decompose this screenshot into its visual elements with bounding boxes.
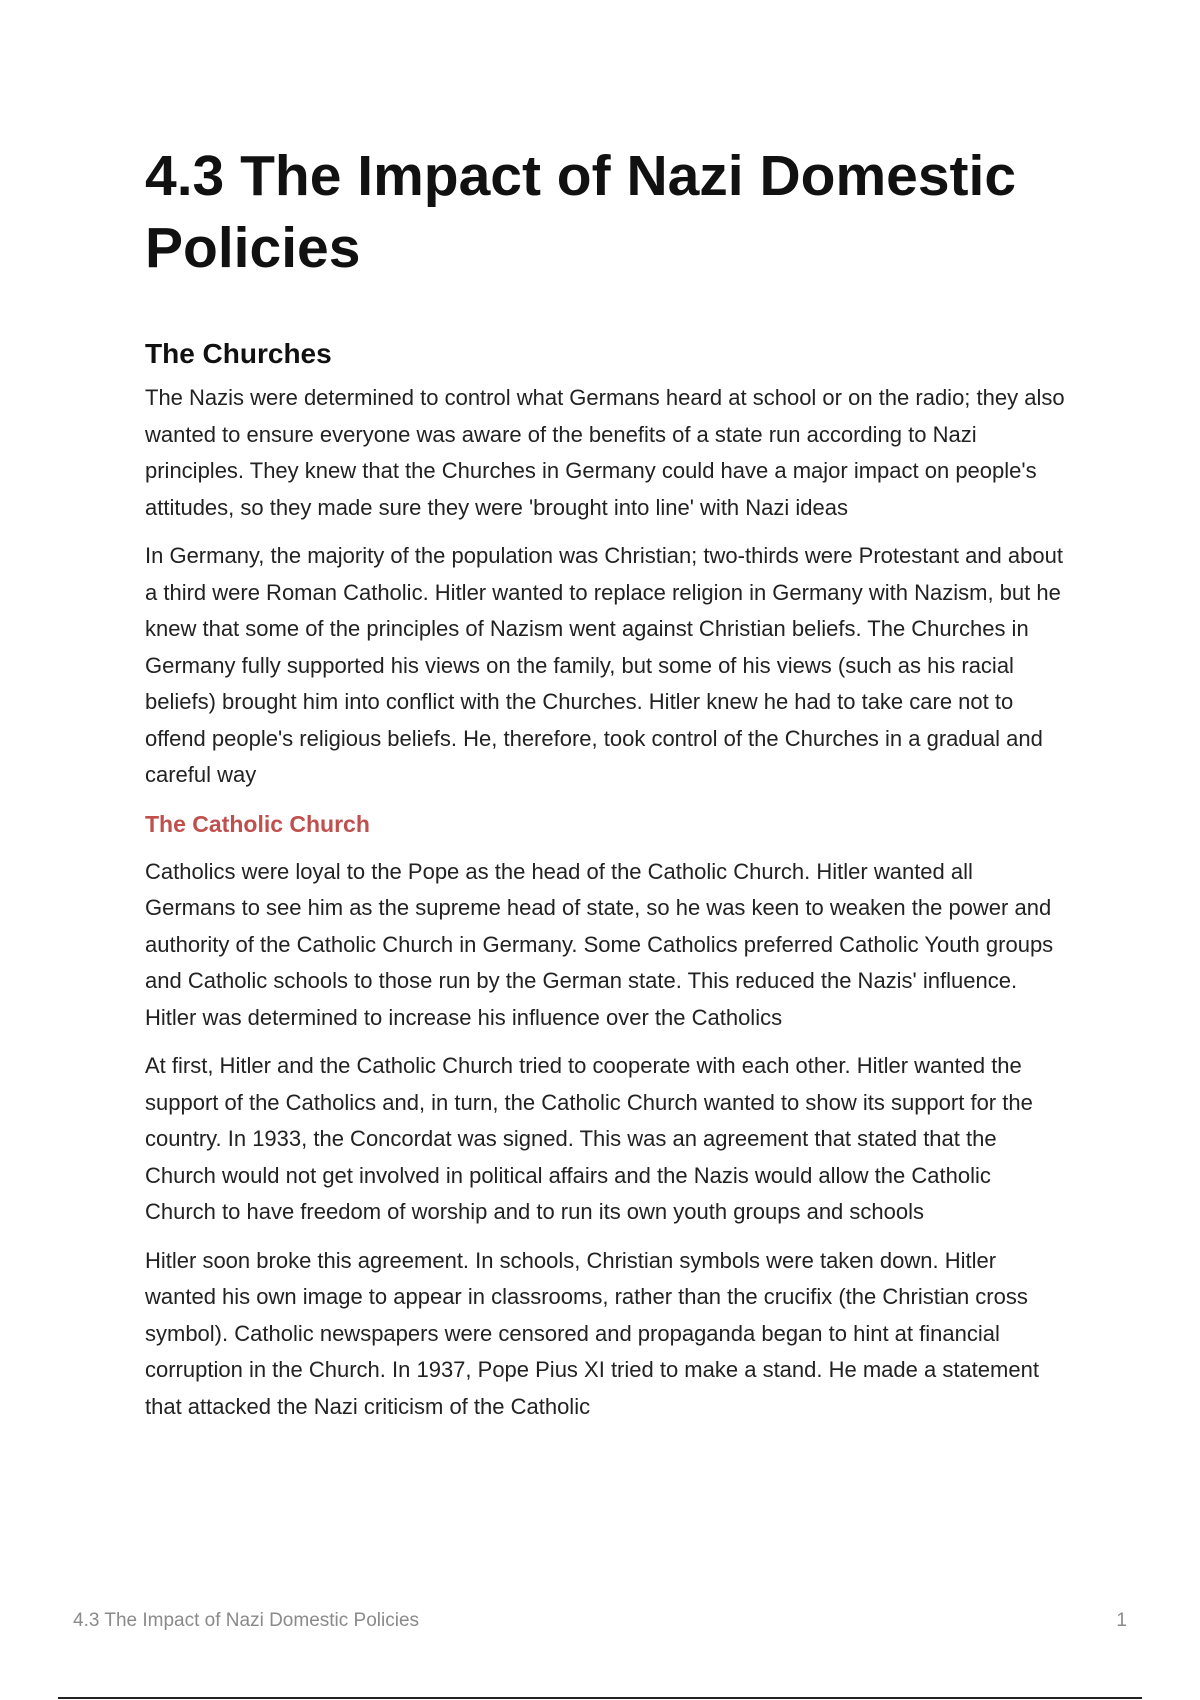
paragraph: Catholics were loyal to the Pope as the head of the Catholic Church. Hitler wanted all Germans to see him as the supreme head of state, so he was keen to weaken the power and authority of the Catholic Church in Germany. Some Catholics preferred Catholic Youth groups and Catholic schools to those run by the German state. This reduced the Nazis' influence. Hitler was determined to increase his influence over the Catholics: [145, 858, 1054, 1030]
page-number: 1: [1116, 1610, 1127, 1631]
page-footer: [73, 1610, 1127, 1632]
page-content: [145, 140, 1065, 1437]
footer-title: 4.3 The Impact of Nazi Domestic Policies: [73, 1610, 420, 1631]
paragraph: Hitler soon broke this agreement. In schools, Christian symbols were taken down. Hitler wanted his own image to appear in classrooms, rather than the crucifix (the Christian cross symbol). Catholic newspapers were censored and propaganda began to hint at financial corruption in the Church. In 1937, Pope Pius XI tried to make a stand. He made a statement that attacked the Nazi criticism of the Catholic: [145, 1247, 1039, 1419]
page-title: 4.3 The Impact of Nazi Domestic Policies: [145, 144, 1017, 280]
paragraph: At first, Hitler and the Catholic Church tried to cooperate with each other. Hitler wanted the support of the Catholics and, in turn, the Catholic Church wanted to show its support for the country. In 1933, the Concordat was signed. This was an agreement that stated that the Church would not get involved in political affairs and the Nazis would allow the Catholic Church to have freedom of worship and to run its own youth groups and schools: [145, 1053, 1033, 1224]
paragraph: In Germany, the majority of the population was Christian; two-thirds were Protestant and about a third were Roman Catholic. Hitler wanted to replace religion in Germany with Nazism, but he knew that some of the principles of Nazism went against Christian beliefs. The Churches in Germany fully supported his views on the family, but some of his views (such as his racial beliefs) brought him into conflict with the Churches. Hitler knew he had to take care not to offend people's religious beliefs. He, therefore, took control of the Churches in a gradual and careful way: [145, 543, 1063, 787]
subheading-catholic-church: The Catholic Church: [145, 810, 370, 837]
paragraph: The Nazis were determined to control what Germans heard at school or on the radio; they also wanted to ensure everyone was aware of the benefits of a state run according to Nazi principles. They knew that the Churches in Germany could have a major impact on people's attitudes, so they made sure they were 'brought into line' with Nazi ideas: [145, 385, 1065, 520]
footer-divider: [58, 1697, 1142, 1699]
section-heading-churches: The Churches: [145, 338, 332, 369]
